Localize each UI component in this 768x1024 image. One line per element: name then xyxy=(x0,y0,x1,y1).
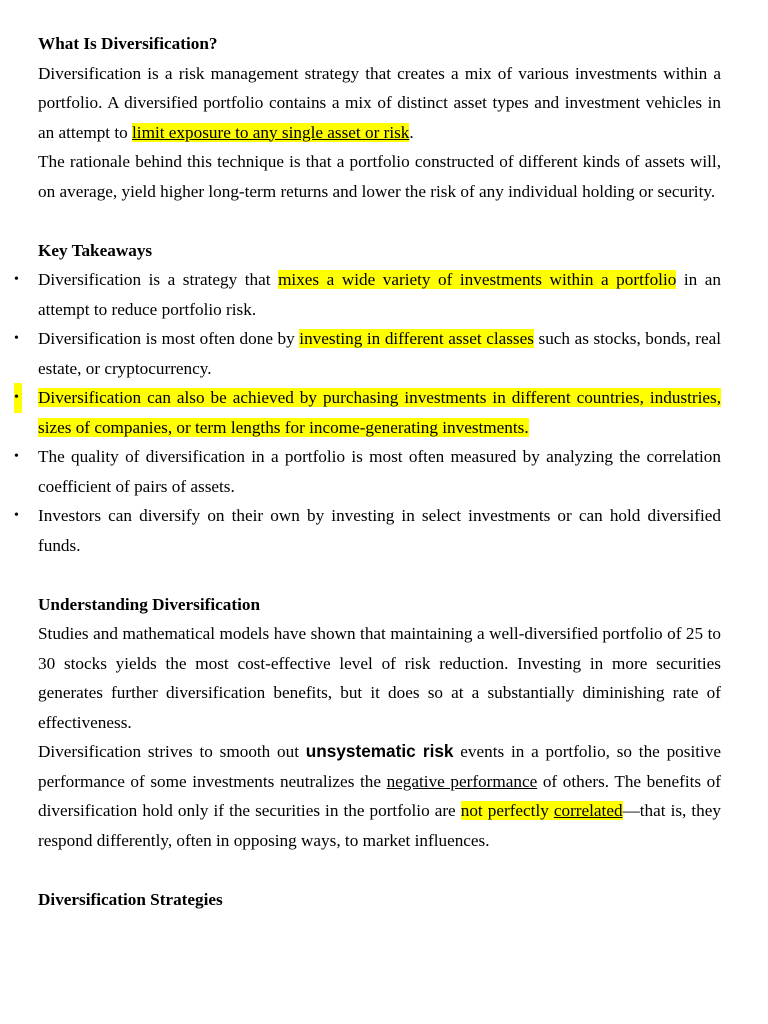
document-page xyxy=(14,29,721,914)
section-heading-what-is: What Is Diversification? xyxy=(38,34,218,53)
text-run: Investors can diversify on their own by investing in select investments or can hold diversified funds. xyxy=(38,506,721,555)
paragraph: Studies and mathematical models have shown that maintaining a well-diversified portfolio of 25 to 30 stocks yields the most cost-effective level of risk reduction. Investing in more securities generates further diversification benefits, but it does so at a substantially diminishing rate of effectiveness. xyxy=(38,624,721,732)
spacer xyxy=(38,560,721,590)
negative-performance-link[interactable]: negative performance xyxy=(386,771,538,791)
bullet-icon: • xyxy=(14,331,19,346)
spacer xyxy=(38,206,721,236)
text-run: Diversification is a risk management strategy that creates a mix of various investments within a portfolio. A diversified portfolio contains a mix of distinct asset types and investment vehicles in an attempt to xyxy=(38,63,721,142)
spacer xyxy=(38,855,721,885)
bullet-icon: • xyxy=(14,508,19,523)
section-heading-key-takeaways: Key Takeaways xyxy=(38,240,153,260)
text-run: The quality of diversification in a portfolio is most often measured by analyzing the correlation coefficient of pairs of assets. xyxy=(38,447,721,496)
paragraph xyxy=(38,737,721,855)
takeaways-list xyxy=(14,265,721,560)
list-item xyxy=(14,501,721,560)
section-heading-strategies: Diversification Strategies xyxy=(38,889,223,909)
highlighted-text: not perfectly xyxy=(460,801,554,820)
text-run: Diversification strives to smooth out xyxy=(38,742,306,761)
list-item xyxy=(14,383,721,442)
text-run: . xyxy=(409,122,414,142)
text-run: Diversification is a strategy that xyxy=(38,270,279,289)
list-item xyxy=(14,265,721,324)
highlighted-link[interactable]: limit exposure to any single asset or risk xyxy=(132,122,410,142)
bullet-icon: • xyxy=(14,449,19,464)
highlighted-text: mixes a wide variety of investments within a portfolio xyxy=(278,270,677,289)
highlighted-text: Diversification can also be achieved by purchasing investments in different countries, industries, sizes of companies, or term lengths for income-generating investments. xyxy=(38,388,721,437)
paragraph: The rationale behind this technique is that a portfolio constructed of different kinds of assets will, on average, yield higher long-term returns and lower the risk of any individual holding or security. xyxy=(38,152,721,201)
list-item xyxy=(14,324,721,383)
correlated-link[interactable]: correlated xyxy=(553,801,623,820)
text-run: events in a portfolio, so the positive performance of some investments neutralizes the xyxy=(38,742,721,791)
text-run: in an attempt to reduce portfolio risk. xyxy=(38,270,721,319)
text-run: Diversification is most often done by xyxy=(38,329,300,348)
bullet-icon: • xyxy=(14,272,19,287)
highlighted-text: investing in different asset classes xyxy=(299,329,534,348)
paragraph xyxy=(38,59,721,148)
text-run: —that is, they respond differently, often in opposing ways, to market influences. xyxy=(38,801,721,850)
text-run: such as stocks, bonds, real estate, or cryptocurrency. xyxy=(38,329,721,378)
bullet-icon: • xyxy=(14,383,22,413)
list-item xyxy=(14,442,721,501)
section-heading-understanding: Understanding Diversification xyxy=(38,594,261,614)
text-run: of others. The benefits of diversification hold only if the securities in the portfolio are xyxy=(38,771,721,820)
bold-term: unsystematic risk xyxy=(305,741,454,761)
